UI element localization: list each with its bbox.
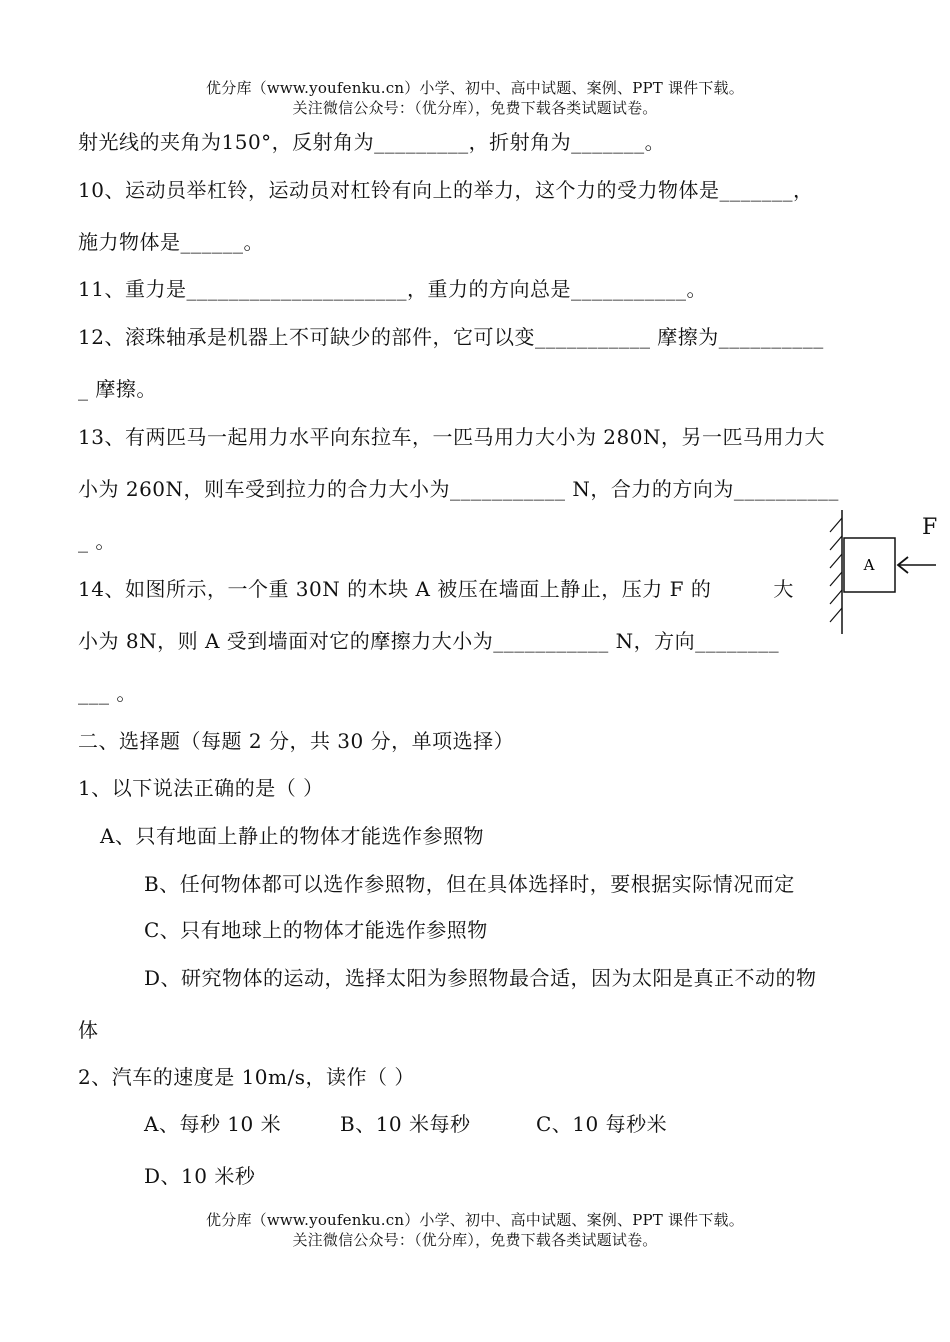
block-label: A [863,556,875,574]
choice-q2-option-b: B、10 米每秒 [340,1112,471,1136]
choice-q1-option-a: A、只有地面上静止的物体才能选作参照物 [100,824,484,848]
section-title: 二、选择题（每题 2 分，共 30 分，单项选择） [78,729,515,753]
footer-line-2: 关注微信公众号：（优分库），免费下载各类试题试卷。 [292,1231,658,1249]
question-13-line-1: 13、有两匹马一起用力水平向东拉车，一匹马用力大小为 280N，另一匹马用力大 [78,425,825,449]
question-10-line-1: 10、运动员举杠铃，运动员对杠铃有向上的举力，这个力的受力物体是_______， [78,178,814,202]
choice-q2-option-c: C、10 每秒米 [536,1112,668,1136]
wall-hatching [830,518,842,622]
footer-line-1: 优分库（www.youfenku.cn）小学、初中、高中试题、案例、PPT 课件下载。 [206,1211,744,1229]
question-12-line-2: _ 摩擦。 [78,377,157,401]
choice-q2-option-d: D、10 米秒 [144,1164,256,1188]
question-14-text: 14、如图所示，一个重 30N 的木块 A 被压在墙面上静止，压力 F 的 [78,577,712,601]
choice-q1-stem: 1、以下说法正确的是（ ） [78,776,324,800]
question-11: 11、重力是_____________________，重力的方向总是___________。 [78,277,707,301]
choice-q1-option-d: D、研究物体的运动，选择太阳为参照物最合适，因为太阳是真正不动的物 [144,966,817,990]
question-13-line-3: _ 。 [78,529,116,553]
question-13-line-2: 小为 260N，则车受到拉力的合力大小为___________ N，合力的方向为__________ [78,477,839,501]
question-14-text-tail: 大 [773,577,794,601]
question-12-line-1: 12、滚珠轴承是机器上不可缺少的部件，它可以变___________ 摩擦为__________ [78,325,824,349]
choice-q2-option-a: A、每秒 10 米 [144,1112,282,1136]
choice-q1-option-d-cont: 体 [78,1018,99,1042]
header-line-1: 优分库（www.youfenku.cn）小学、初中、高中试题、案例、PPT 课件下载。 [206,79,744,97]
force-label: F [922,515,938,540]
question-10-line-2: 施力物体是______。 [78,230,264,254]
question-9-continued: 射光线的夹角为150°，反射角为_________，折射角为_______。 [78,130,666,154]
choice-q2-stem: 2、汽车的速度是 10m/s，读作（ ） [78,1065,415,1089]
question-14-line-2: 小为 8N，则 A 受到墙面对它的摩擦力大小为___________ N，方向________ [78,629,780,653]
question-14-line-3: ___ 。 [78,681,137,705]
header-line-2: 关注微信公众号：（优分库），免费下载各类试题试卷。 [292,99,658,117]
question-14-line-1 [78,573,794,602]
choice-q1-option-b: B、任何物体都可以选作参照物，但在具体选择时，要根据实际情况而定 [144,872,795,896]
choice-q1-option-c: C、只有地球上的物体才能选作参照物 [144,918,488,942]
